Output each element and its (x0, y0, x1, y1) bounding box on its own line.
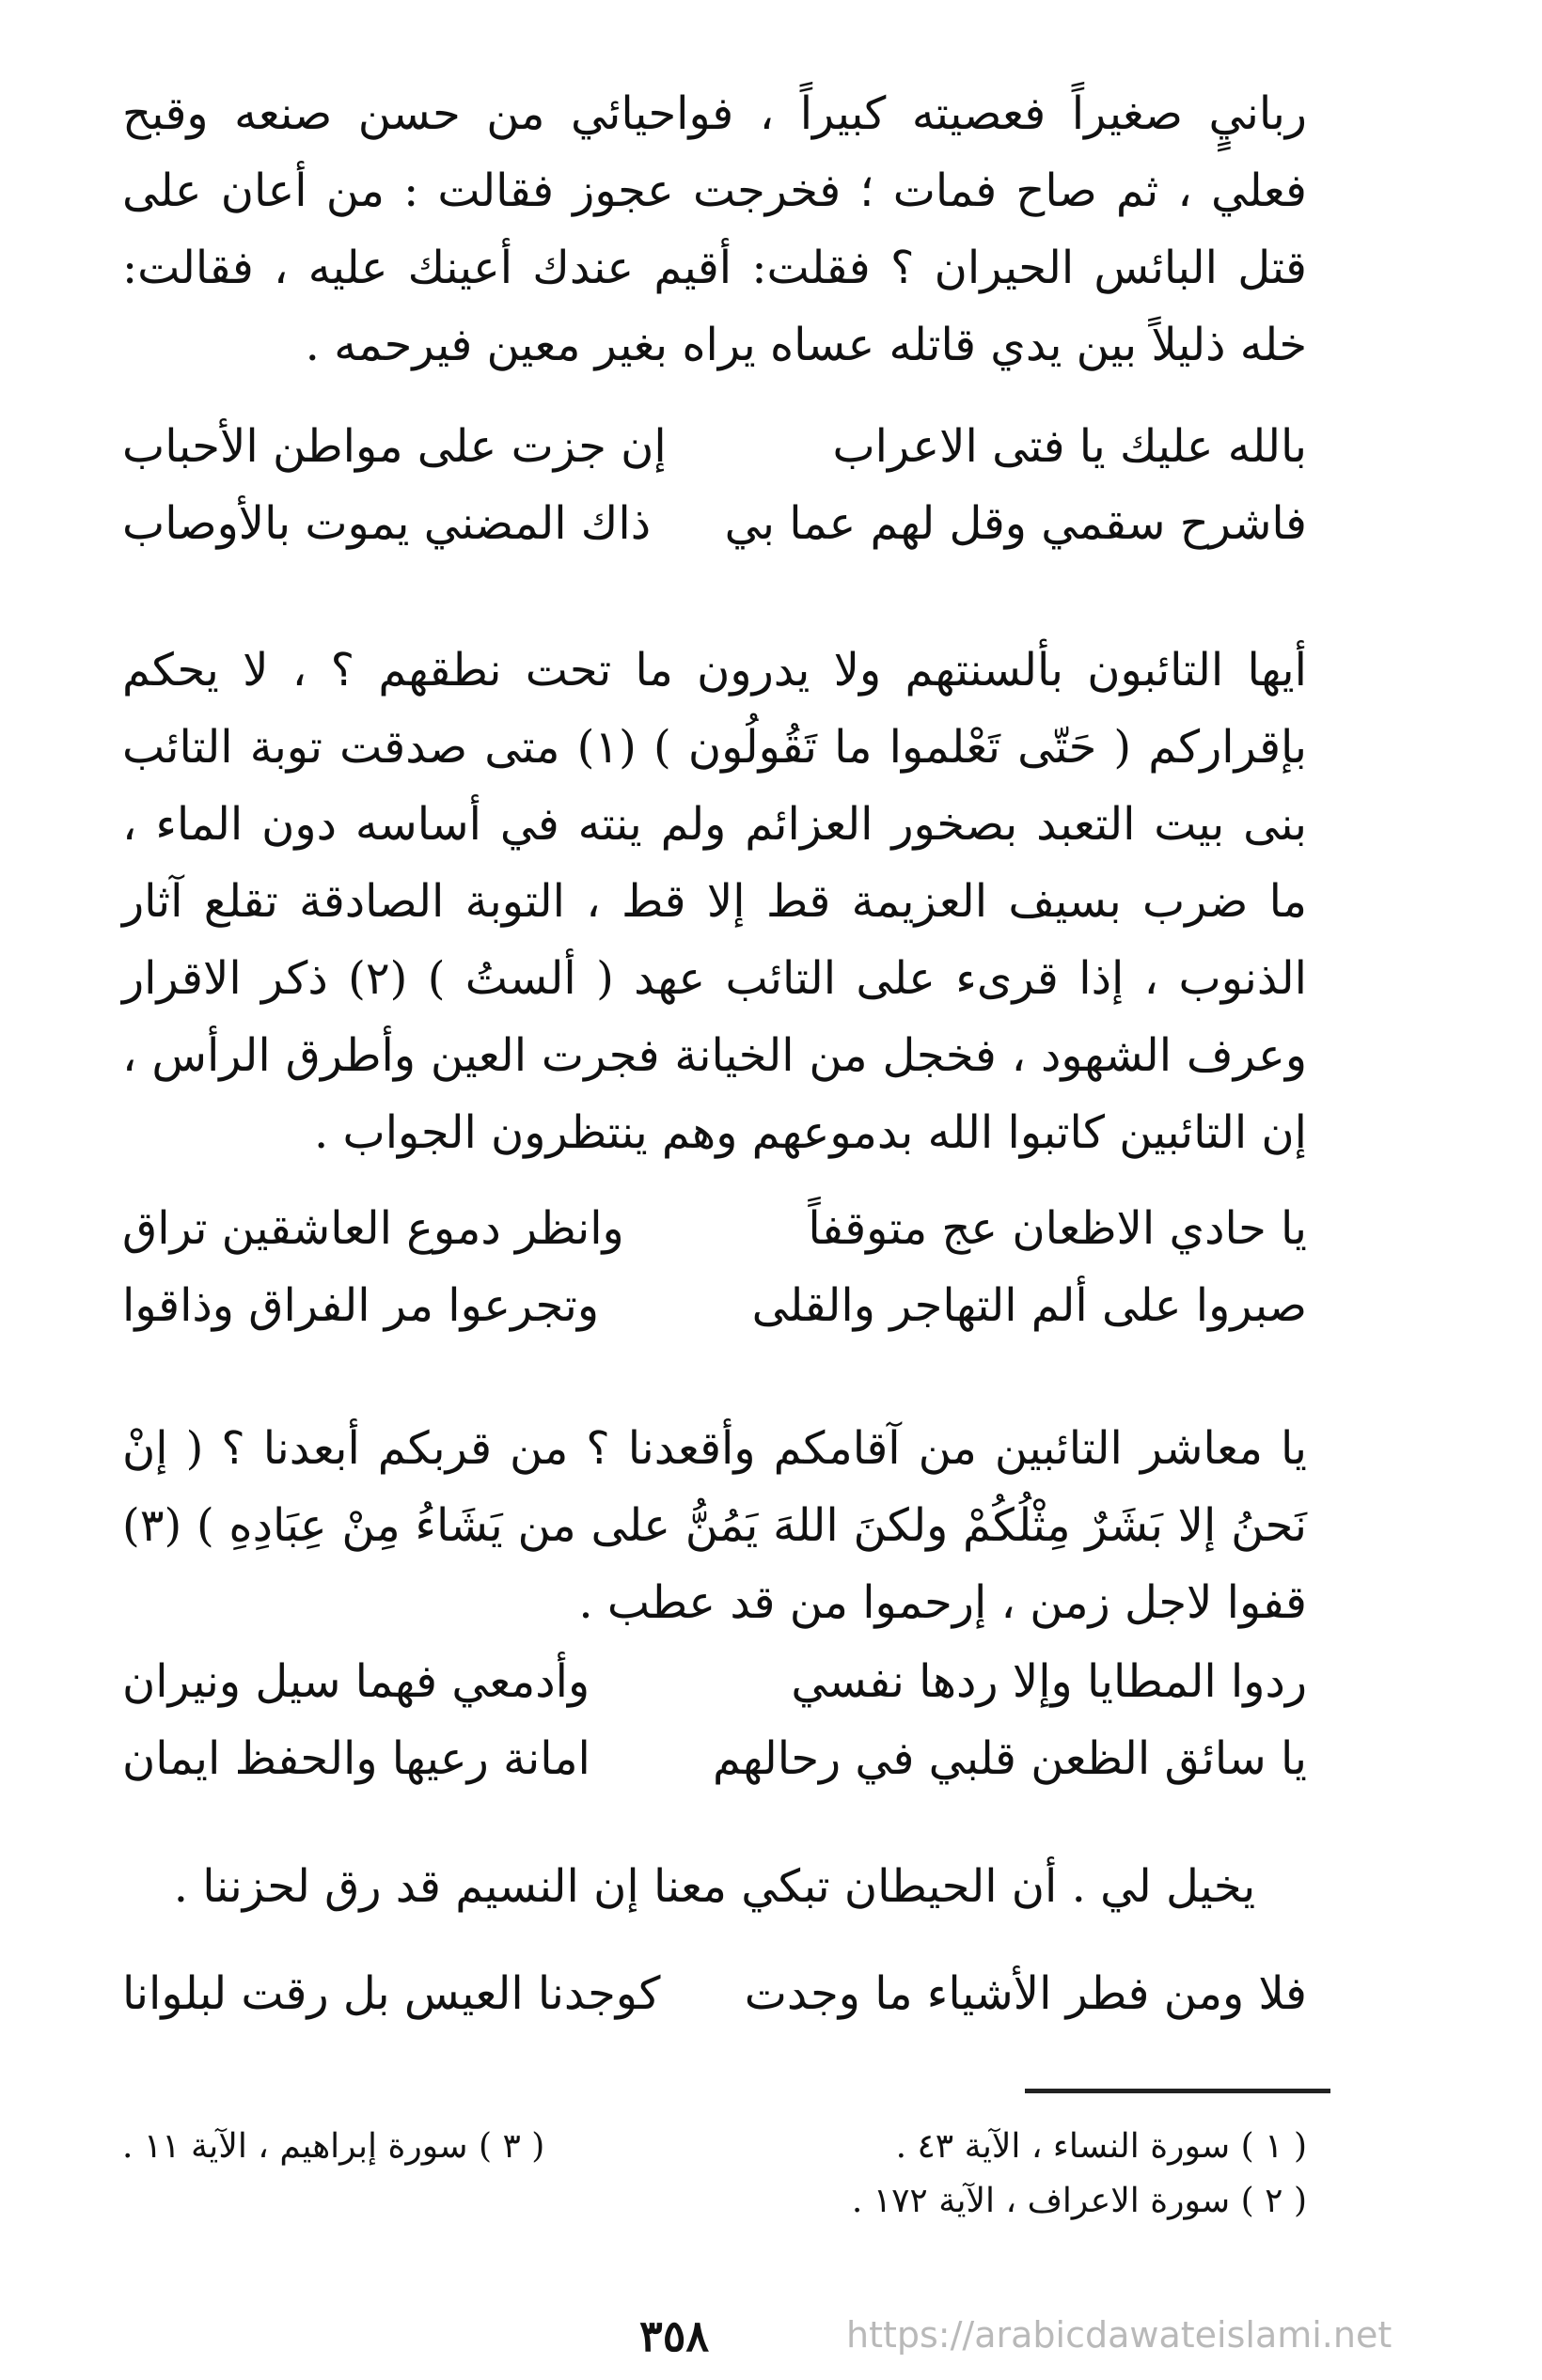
footnote-2: ( ٢ ) سورة الاعراف ، الآية ١٧٢ . (851, 2182, 1307, 2220)
verse-line (122, 1955, 1307, 2032)
poem-1 (122, 408, 1307, 562)
watermark-url: https://arabicdawateislami.net (846, 2314, 1393, 2356)
poem-3 (122, 1643, 1307, 1797)
verse-first-hemistich: بالله عليك يا فتى الاعراب (832, 420, 1307, 473)
verse-line (122, 1643, 1307, 1720)
footnote-separator (1025, 2089, 1330, 2093)
verse-second-hemistich: وتجرعوا مر الفراق وذاقوا (122, 1279, 600, 1332)
verse-first-hemistich: ردوا المطايا وإلا ردها نفسي (791, 1655, 1307, 1708)
footnote-1: ( ١ ) سورة النساء ، الآية ٤٣ . (895, 2127, 1307, 2166)
verse-first-hemistich: يا حادي الاظعان عج متوقفاً (808, 1202, 1307, 1255)
paragraph-1: ربانيٍ صغيراً فعصيته كبيراً ، فواحيائي من حسن صنعه وقبح فعلي ، ثم صاح فمات ؛ فخرجت عجوز فقالت : من أعان على قتل البائس الحيران ؟ فقلت: أقيم عندك أعينك عليه ، فقالت: خله ذليلاً بين يدي قاتله عساه يراه بغير معين فيرحمه . (122, 87, 1307, 371)
footnotes (122, 2120, 1307, 2229)
centered-sentence: يخيل لي . أن الحيطان تبكي معنا إن النسيم قد رق لحزننا . (173, 1860, 1256, 1913)
verse-line (122, 408, 1307, 485)
verse-line (122, 1267, 1307, 1344)
footnote-row (122, 2120, 1307, 2174)
verse-second-hemistich: كوجدنا العيس بل رقت لبلوانا (122, 1967, 661, 2020)
footnote-3: ( ٣ ) سورة إبراهيم ، الآية ١١ . (122, 2127, 545, 2166)
verse-second-hemistich: امانة رعيها والحفظ ايمان (122, 1732, 590, 1785)
verse-line (122, 1720, 1307, 1797)
paragraph-2: أيها التائبون بألسنتهم ولا يدرون ما تحت نطقهم ؟ ، لا يحكم بإقراركم ( حَتّى تَعْلموا ما تَقُولُون ) (١) متى صدقت توبة التائب بنى بيت التعبد بصخور العزائم ولم ينته في أساسه دون الماء ، ما ضرب بسيف العزيمة قط إلا قط ، التوبة الصادقة تقلع آثار الذنوب ، إذا قرىء على التائب عهد ( ألستُ ) (٢) ذكر الاقرار وعرف الشهود ، فخجل من الخيانة فجرت العين وأطرق الرأس ، إن التائبين كاتبوا الله بدموعهم وهم ينتظرون الجواب . (122, 644, 1308, 1159)
verse-second-hemistich: وانظر دموع العاشقين تراق (122, 1202, 624, 1255)
page-number: ٣٥٨ (639, 2310, 710, 2361)
verse-second-hemistich: وأدمعي فهما سيل ونيران (122, 1655, 590, 1708)
verse-first-hemistich: يا سائق الظعن قلبي في رحالهم (713, 1732, 1307, 1785)
verse-line (122, 485, 1307, 562)
verse-second-hemistich: إن جزت على مواطن الأحباب (122, 420, 667, 473)
verse-second-hemistich: ذاك المضني يموت بالأوصاب (122, 497, 652, 550)
verse-line (122, 1190, 1307, 1267)
verse-first-hemistich: صبروا على ألم التهاجر والقلى (751, 1279, 1307, 1332)
paragraph-3: يا معاشر التائبين من آقامكم وأقعدنا ؟ من قربكم أبعدنا ؟ ( إنْ نَحنُ إلا بَشَرٌ مِثْلُكُمْ ولكنَ اللهَ يَمُنُّ على من يَشَاءُ مِنْ عِبَادِهِ ) (٣) قفوا لاجل زمن ، إرحموا من قد عطب . (122, 1422, 1308, 1629)
poem-2 (122, 1190, 1307, 1344)
poem-4 (122, 1955, 1307, 2032)
footnote-row (122, 2174, 1307, 2229)
verse-first-hemistich: فاشرح سقمي وقل لهم عما بي (724, 497, 1307, 550)
verse-first-hemistich: فلا ومن فطر الأشياء ما وجدت (744, 1967, 1307, 2020)
